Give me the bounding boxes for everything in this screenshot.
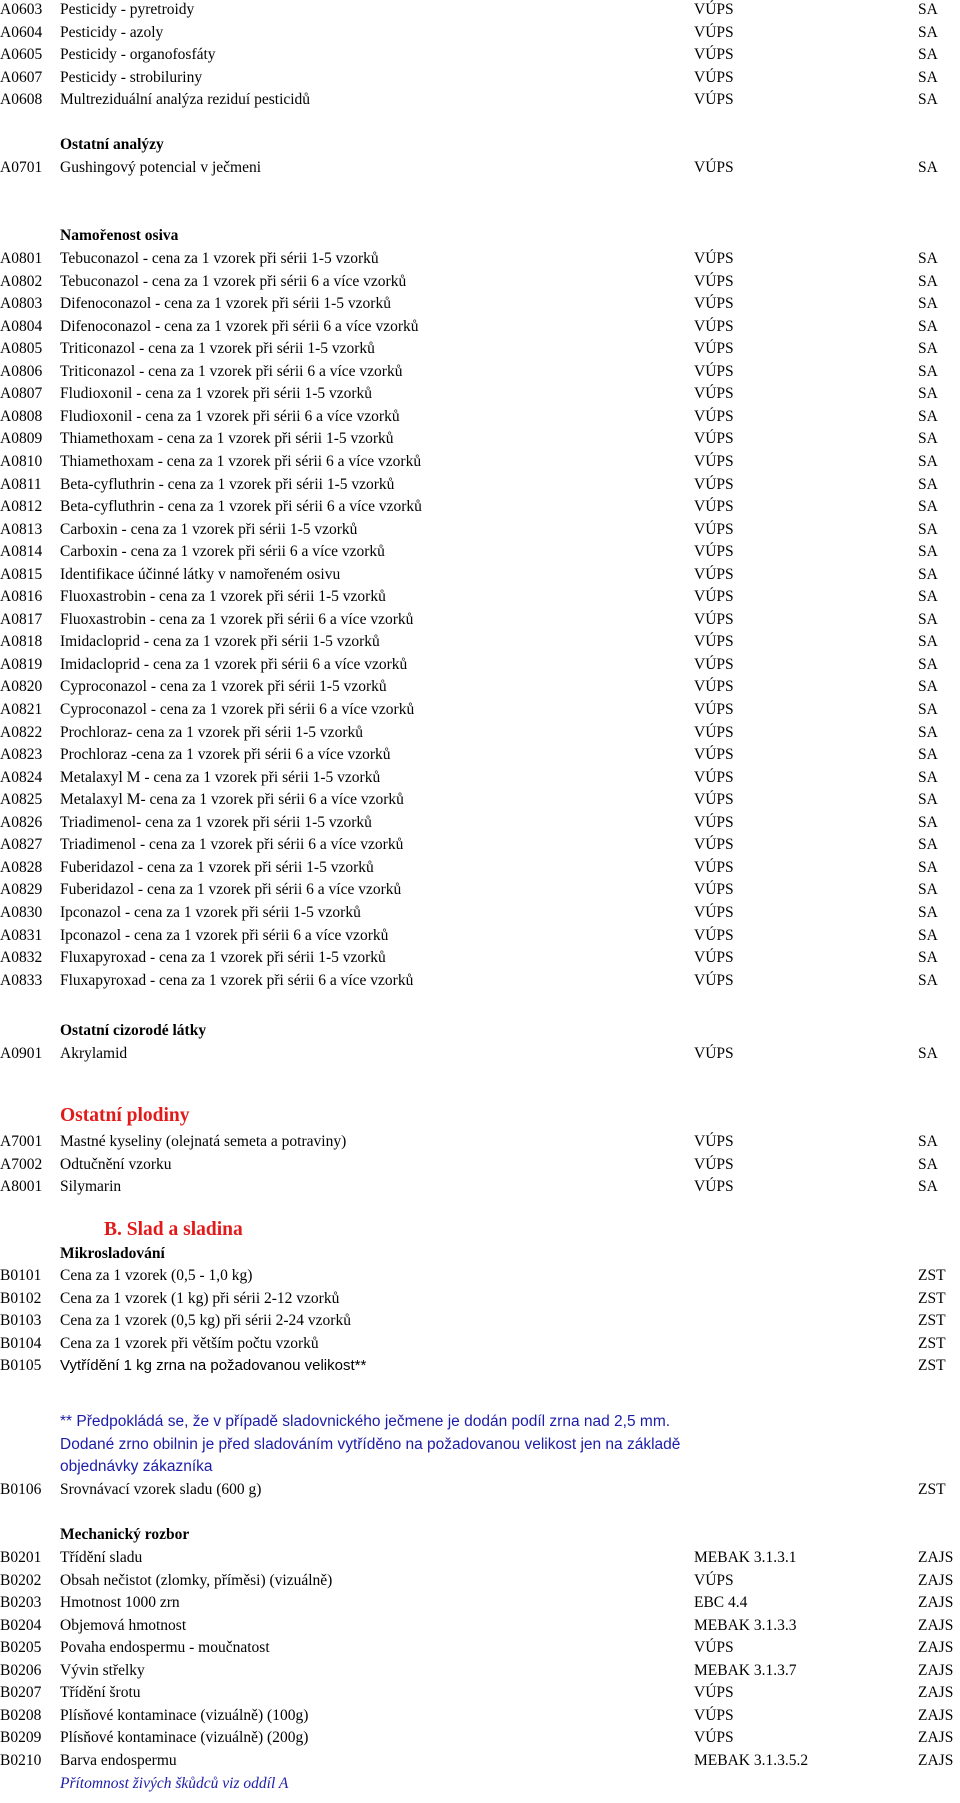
item-department: SA bbox=[918, 520, 938, 538]
item-code: A0701 bbox=[0, 159, 43, 176]
item-department: SA bbox=[918, 813, 938, 831]
item-department: SA bbox=[918, 295, 938, 313]
item-code: A0825 bbox=[0, 791, 43, 809]
item-method: VÚPS bbox=[694, 543, 734, 561]
table-row bbox=[0, 1310, 960, 1332]
item-code: B0101 bbox=[0, 1267, 42, 1284]
item-description: Triadimenol - cena za 1 vzorek při sérii 6 a více vzorků bbox=[60, 836, 404, 854]
item-description: Cyproconazol - cena za 1 vzorek při sérii 1-5 vzorků bbox=[60, 678, 387, 696]
item-code: A0824 bbox=[0, 768, 43, 786]
item-code: A0816 bbox=[0, 588, 43, 606]
item-method: VÚPS bbox=[694, 926, 734, 944]
item-description: Fluoxastrobin - cena za 1 vzorek při sérii 6 a více vzorků bbox=[60, 610, 414, 628]
item-department: ZAJS bbox=[918, 1549, 954, 1566]
item-method: VÚPS bbox=[694, 430, 734, 448]
item-department: SA bbox=[918, 746, 938, 764]
item-code: B0105 bbox=[0, 1357, 42, 1375]
section-heading: Namořenost osiva bbox=[60, 227, 179, 244]
item-code: B0206 bbox=[0, 1661, 42, 1679]
item-description: Vývin střelky bbox=[60, 1661, 145, 1679]
item-method: VÚPS bbox=[694, 1133, 734, 1150]
item-description: Objemová hmotnost bbox=[60, 1616, 187, 1634]
item-description: Metalaxyl M- cena za 1 vzorek při sérii 6 a více vzorků bbox=[60, 791, 404, 809]
item-code: B0104 bbox=[0, 1334, 42, 1352]
item-department: SA bbox=[918, 1, 938, 18]
item-department: SA bbox=[918, 633, 938, 651]
item-code: A0802 bbox=[0, 272, 43, 290]
item-department: SA bbox=[918, 971, 938, 989]
table-row bbox=[0, 1043, 960, 1065]
item-department: ZAJS bbox=[918, 1571, 954, 1589]
item-description: Pesticidy - azoly bbox=[60, 23, 164, 41]
table-row bbox=[0, 0, 960, 21]
item-department: SA bbox=[918, 836, 938, 854]
table-row bbox=[0, 1176, 960, 1198]
item-code: A7002 bbox=[0, 1155, 43, 1173]
item-method: VÚPS bbox=[694, 633, 734, 651]
table-row bbox=[0, 1615, 960, 1637]
item-department: SA bbox=[918, 655, 938, 673]
item-department: SA bbox=[918, 1178, 938, 1196]
table-row bbox=[0, 406, 960, 428]
item-method: VÚPS bbox=[694, 903, 734, 921]
item-method: VÚPS bbox=[694, 46, 734, 64]
item-description: Pesticidy - organofosfáty bbox=[60, 46, 216, 64]
table-row bbox=[0, 586, 960, 608]
item-description: Mastné kyseliny (olejnatá semeta a potraviny) bbox=[60, 1133, 347, 1150]
item-code: A0801 bbox=[0, 250, 43, 267]
item-description: Barva endospermu bbox=[60, 1751, 177, 1769]
table-row bbox=[0, 1637, 960, 1659]
item-code: A0812 bbox=[0, 498, 43, 516]
item-description: Prochloraz- cena za 1 vzorek při sérii 1-5 vzorků bbox=[60, 723, 363, 741]
item-department: SA bbox=[918, 407, 938, 425]
item-description: Beta-cyfluthrin - cena za 1 vzorek při sérii 1-5 vzorků bbox=[60, 475, 395, 493]
item-department: ZAJS bbox=[918, 1729, 954, 1747]
item-department: SA bbox=[918, 701, 938, 718]
item-description: Plísňové kontaminace (vizuálně) (100g) bbox=[60, 1706, 309, 1724]
item-description: Cena za 1 vzorek (1 kg) při sérii 2-12 vzorků bbox=[60, 1289, 340, 1307]
item-code: B0205 bbox=[0, 1639, 42, 1657]
table-row bbox=[0, 1333, 960, 1355]
table-row bbox=[0, 654, 960, 676]
item-description: Silymarin bbox=[60, 1178, 122, 1196]
item-code: A0833 bbox=[0, 971, 43, 989]
item-description: Carboxin - cena za 1 vzorek při sérii 6 a více vzorků bbox=[60, 543, 385, 561]
item-department: SA bbox=[918, 23, 938, 41]
table-row bbox=[0, 428, 960, 450]
item-code: A7001 bbox=[0, 1133, 43, 1150]
item-department: SA bbox=[918, 881, 938, 899]
item-description: Pesticidy - strobiluriny bbox=[60, 68, 203, 86]
item-code: A0826 bbox=[0, 813, 43, 831]
table-row bbox=[0, 699, 960, 721]
item-description: Třídění šrotu bbox=[60, 1684, 141, 1702]
item-method: VÚPS bbox=[694, 723, 734, 741]
table-row bbox=[0, 541, 960, 563]
item-method: VÚPS bbox=[694, 791, 734, 809]
item-code: A0822 bbox=[0, 723, 43, 741]
item-department: ZST bbox=[918, 1334, 946, 1352]
item-description: Cena za 1 vzorek (0,5 - 1,0 kg) bbox=[60, 1267, 253, 1284]
item-department: SA bbox=[918, 926, 938, 944]
item-department: ZAJS bbox=[918, 1751, 954, 1769]
item-code: A0803 bbox=[0, 295, 43, 313]
item-code: A0807 bbox=[0, 385, 43, 403]
item-department: SA bbox=[918, 768, 938, 786]
item-description: Povaha endospermu - moučnatost bbox=[60, 1639, 270, 1657]
item-description: Cena za 1 vzorek při větším počtu vzorků bbox=[60, 1334, 319, 1352]
item-department: SA bbox=[918, 475, 938, 493]
item-description: Imidacloprid - cena za 1 vzorek při sérii 1-5 vzorků bbox=[60, 633, 380, 651]
item-method: VÚPS bbox=[694, 68, 734, 86]
item-department: SA bbox=[918, 385, 938, 403]
item-code: A0831 bbox=[0, 926, 43, 944]
table-row bbox=[0, 89, 960, 111]
item-code: A0604 bbox=[0, 23, 43, 41]
item-method: VÚPS bbox=[694, 881, 734, 899]
item-department: ZST bbox=[918, 1481, 946, 1498]
item-code: B0204 bbox=[0, 1616, 42, 1634]
table-row bbox=[0, 857, 960, 879]
item-description: Odtučnění vzorku bbox=[60, 1155, 172, 1173]
table-row bbox=[0, 383, 960, 405]
item-description: Tebuconazol - cena za 1 vzorek při sérii 1-5 vzorků bbox=[60, 250, 379, 267]
item-description: Fluxapyroxad - cena za 1 vzorek při sérii 1-5 vzorků bbox=[60, 949, 386, 967]
item-description: Fluoxastrobin - cena za 1 vzorek při sérii 1-5 vzorků bbox=[60, 588, 386, 606]
item-description: Plísňové kontaminace (vizuálně) (200g) bbox=[60, 1729, 309, 1747]
item-method: VÚPS bbox=[694, 588, 734, 606]
table-row bbox=[0, 293, 960, 315]
item-description: Beta-cyfluthrin - cena za 1 vzorek při sérii 6 a více vzorků bbox=[60, 498, 422, 516]
item-department: ZAJS bbox=[918, 1639, 954, 1657]
item-method: VÚPS bbox=[694, 295, 734, 313]
item-department: SA bbox=[918, 46, 938, 64]
item-method: VÚPS bbox=[694, 701, 734, 718]
item-description: Fludioxonil - cena za 1 vzorek při sérii 1-5 vzorků bbox=[60, 385, 373, 403]
item-method: MEBAK 3.1.3.7 bbox=[694, 1661, 797, 1679]
table-row bbox=[0, 361, 960, 383]
item-method: VÚPS bbox=[694, 1639, 734, 1657]
item-method: VÚPS bbox=[694, 1155, 734, 1173]
item-method: VÚPS bbox=[694, 768, 734, 786]
item-description: Thiamethoxam - cena za 1 vzorek při sérii 1-5 vzorků bbox=[60, 430, 394, 448]
item-code: A0809 bbox=[0, 430, 43, 448]
table-row bbox=[0, 44, 960, 66]
item-code: A0806 bbox=[0, 362, 43, 380]
item-department: SA bbox=[918, 91, 938, 109]
item-department: SA bbox=[918, 565, 938, 583]
table-row bbox=[0, 834, 960, 856]
item-department: SA bbox=[918, 1045, 938, 1062]
table-row bbox=[0, 496, 960, 518]
section-red-heading: Ostatní plodiny bbox=[60, 1105, 190, 1126]
item-method: VÚPS bbox=[694, 1178, 734, 1196]
item-department: SA bbox=[918, 68, 938, 86]
item-method: VÚPS bbox=[694, 91, 734, 109]
item-code: A0817 bbox=[0, 610, 43, 628]
item-method: VÚPS bbox=[694, 407, 734, 425]
item-code: A0805 bbox=[0, 340, 43, 358]
item-method: MEBAK 3.1.3.1 bbox=[694, 1549, 797, 1566]
table-row bbox=[0, 271, 960, 293]
item-code: A0829 bbox=[0, 881, 43, 899]
table-row bbox=[0, 564, 960, 586]
item-description: Pesticidy - pyretroidy bbox=[60, 1, 195, 18]
item-description: Fuberidazol - cena za 1 vzorek při sérii 6 a více vzorků bbox=[60, 881, 402, 899]
item-description: Fuberidazol - cena za 1 vzorek při sérii 1-5 vzorků bbox=[60, 858, 374, 876]
item-description: Triticonazol - cena za 1 vzorek při sérii 6 a více vzorků bbox=[60, 362, 403, 380]
item-department: SA bbox=[918, 452, 938, 470]
item-description: Triadimenol- cena za 1 vzorek při sérii 1-5 vzorků bbox=[60, 813, 372, 831]
section-heading: Mechanický rozbor bbox=[60, 1526, 190, 1543]
table-row bbox=[0, 519, 960, 541]
item-method: VÚPS bbox=[694, 949, 734, 967]
item-department: ZAJS bbox=[918, 1684, 954, 1702]
item-method: VÚPS bbox=[694, 1, 734, 18]
item-department: SA bbox=[918, 723, 938, 741]
item-code: A0810 bbox=[0, 452, 43, 470]
item-description: Multreziduální analýza reziduí pesticidů bbox=[60, 91, 311, 109]
item-department: ZAJS bbox=[918, 1706, 954, 1724]
item-method: VÚPS bbox=[694, 317, 734, 335]
item-method: VÚPS bbox=[694, 971, 734, 989]
item-code: A0804 bbox=[0, 317, 43, 335]
item-description: Metalaxyl M - cena za 1 vzorek při sérii 1-5 vzorků bbox=[60, 768, 381, 786]
table-row bbox=[0, 22, 960, 44]
item-code: A0603 bbox=[0, 1, 43, 18]
item-department: ZST bbox=[918, 1267, 946, 1284]
item-method: VÚPS bbox=[694, 1045, 734, 1062]
item-department: ZST bbox=[918, 1357, 946, 1375]
table-row bbox=[0, 474, 960, 496]
item-code: A0813 bbox=[0, 520, 43, 538]
item-method: VÚPS bbox=[694, 1684, 734, 1702]
item-description: Thiamethoxam - cena za 1 vzorek při sérii 6 a více vzorků bbox=[60, 452, 422, 470]
table-row bbox=[0, 789, 960, 811]
item-code: B0210 bbox=[0, 1751, 42, 1769]
item-method: VÚPS bbox=[694, 452, 734, 470]
item-code: B0102 bbox=[0, 1289, 42, 1307]
item-department: SA bbox=[918, 791, 938, 809]
item-method: MEBAK 3.1.3.5.2 bbox=[694, 1751, 809, 1769]
item-description: Fludioxonil - cena za 1 vzorek při sérii 6 a více vzorků bbox=[60, 407, 400, 425]
item-code: A0818 bbox=[0, 633, 43, 651]
item-code: A0820 bbox=[0, 678, 43, 696]
cross-reference-note: Přítomnost živých škůdců viz oddíl A bbox=[60, 1775, 289, 1792]
item-description: Obsah nečistot (zlomky, příměsi) (vizuálně) bbox=[60, 1571, 333, 1589]
item-department: SA bbox=[918, 272, 938, 290]
item-department: SA bbox=[918, 340, 938, 358]
table-row bbox=[0, 812, 960, 834]
item-description: Identifikace účinné látky v namořeném osivu bbox=[60, 565, 341, 583]
table-row bbox=[0, 248, 960, 270]
item-code: A0811 bbox=[0, 475, 42, 493]
item-method: VÚPS bbox=[694, 1706, 734, 1724]
item-code: A0814 bbox=[0, 543, 43, 561]
item-description: Imidacloprid - cena za 1 vzorek při sérii 6 a více vzorků bbox=[60, 655, 408, 673]
item-code: B0209 bbox=[0, 1729, 42, 1747]
table-row bbox=[0, 1727, 960, 1749]
item-code: B0202 bbox=[0, 1571, 42, 1589]
item-department: SA bbox=[918, 858, 938, 876]
item-department: SA bbox=[918, 903, 938, 921]
item-department: ZAJS bbox=[918, 1661, 954, 1679]
item-description: Difenoconazol - cena za 1 vzorek při sérii 6 a více vzorků bbox=[60, 317, 419, 335]
item-code: A0608 bbox=[0, 91, 43, 109]
item-description: Ipconazol - cena za 1 vzorek při sérii 1-5 vzorků bbox=[60, 903, 361, 921]
item-code: A0819 bbox=[0, 655, 43, 673]
table-row bbox=[0, 676, 960, 698]
item-code: A0607 bbox=[0, 68, 43, 86]
item-description: Ipconazol - cena za 1 vzorek při sérii 6 a více vzorků bbox=[60, 926, 389, 944]
item-description: Gushingový potencial v ječmeni bbox=[60, 159, 262, 176]
item-department: SA bbox=[918, 543, 938, 561]
table-row bbox=[0, 1131, 960, 1153]
table-row bbox=[0, 1265, 960, 1287]
table-row bbox=[0, 1154, 960, 1176]
item-method: VÚPS bbox=[694, 250, 734, 267]
item-description: Cyproconazol - cena za 1 vzorek při sérii 6 a více vzorků bbox=[60, 701, 415, 718]
item-method: VÚPS bbox=[694, 610, 734, 628]
item-method: VÚPS bbox=[694, 272, 734, 290]
item-code: B0207 bbox=[0, 1684, 42, 1702]
item-department: SA bbox=[918, 1133, 938, 1150]
item-description: Cena za 1 vzorek (0,5 kg) při sérii 2-24 vzorků bbox=[60, 1312, 351, 1330]
table-row bbox=[0, 722, 960, 744]
table-row bbox=[0, 1479, 960, 1501]
item-method: VÚPS bbox=[694, 1571, 734, 1589]
item-method: VÚPS bbox=[694, 385, 734, 403]
item-department: ZST bbox=[918, 1289, 946, 1307]
item-code: B0201 bbox=[0, 1549, 42, 1566]
item-description: Tebuconazol - cena za 1 vzorek při sérii 6 a více vzorků bbox=[60, 272, 407, 290]
item-method: MEBAK 3.1.3.3 bbox=[694, 1616, 797, 1634]
item-department: ZAJS bbox=[918, 1616, 954, 1634]
table-row bbox=[0, 316, 960, 338]
item-method: VÚPS bbox=[694, 362, 734, 380]
footnote: ** Předpokládá se, že v případě sladovnického ječmene je dodán podíl zrna nad 2,5 mm. Dodané zrno obilnin je před sladováním vytříděno na požadovanou velikost jen na základě objednávky zákazníka bbox=[60, 1413, 681, 1475]
table-row bbox=[0, 925, 960, 947]
table-row bbox=[0, 338, 960, 360]
item-department: SA bbox=[918, 498, 938, 516]
table-row bbox=[0, 631, 960, 653]
item-method: VÚPS bbox=[694, 340, 734, 358]
item-code: A0808 bbox=[0, 407, 43, 425]
item-method: VÚPS bbox=[694, 813, 734, 831]
table-row bbox=[0, 1288, 960, 1310]
item-code: A8001 bbox=[0, 1178, 43, 1196]
table-row bbox=[0, 1705, 960, 1727]
item-description: Triticonazol - cena za 1 vzorek při sérii 1-5 vzorků bbox=[60, 340, 375, 358]
item-department: SA bbox=[918, 1155, 938, 1173]
table-row bbox=[0, 970, 960, 992]
section-red-heading: B. Slad a sladina bbox=[104, 1219, 243, 1240]
item-code: B0103 bbox=[0, 1312, 42, 1330]
table-row bbox=[0, 609, 960, 631]
item-code: B0106 bbox=[0, 1481, 42, 1498]
table-row bbox=[0, 902, 960, 924]
item-department: SA bbox=[918, 588, 938, 606]
item-method: VÚPS bbox=[694, 565, 734, 583]
item-method: VÚPS bbox=[694, 1729, 734, 1747]
item-code: A0830 bbox=[0, 903, 43, 921]
item-method: VÚPS bbox=[694, 746, 734, 764]
item-description: Fluxapyroxad - cena za 1 vzorek při sérii 6 a více vzorků bbox=[60, 971, 414, 989]
table-row bbox=[0, 157, 960, 179]
table-row bbox=[0, 879, 960, 901]
item-code: B0208 bbox=[0, 1706, 42, 1724]
item-method: EBC 4.4 bbox=[694, 1594, 748, 1612]
item-code: A0832 bbox=[0, 949, 43, 967]
table-row bbox=[0, 451, 960, 473]
item-method: VÚPS bbox=[694, 520, 734, 538]
item-code: A0605 bbox=[0, 46, 43, 64]
item-method: VÚPS bbox=[694, 498, 734, 516]
item-method: VÚPS bbox=[694, 655, 734, 673]
item-department: SA bbox=[918, 610, 938, 628]
item-method: VÚPS bbox=[694, 836, 734, 854]
item-description: Vytřídění 1 kg zrna na požadovanou velikost** bbox=[60, 1357, 367, 1375]
item-department: SA bbox=[918, 362, 938, 380]
item-department: SA bbox=[918, 159, 938, 176]
item-method: VÚPS bbox=[694, 858, 734, 876]
table-row bbox=[0, 1547, 960, 1569]
item-department: SA bbox=[918, 949, 938, 967]
item-department: SA bbox=[918, 678, 938, 696]
item-code: A0901 bbox=[0, 1045, 43, 1062]
section-heading: Mikrosladování bbox=[60, 1245, 165, 1262]
table-row bbox=[0, 767, 960, 789]
item-department: ZAJS bbox=[918, 1594, 954, 1612]
table-row bbox=[0, 1592, 960, 1614]
item-code: A0821 bbox=[0, 701, 43, 718]
table-row bbox=[0, 1750, 960, 1772]
item-method: VÚPS bbox=[694, 23, 734, 41]
item-code: B0203 bbox=[0, 1594, 42, 1612]
item-code: A0823 bbox=[0, 746, 43, 764]
item-method: VÚPS bbox=[694, 159, 734, 176]
table-row bbox=[0, 1682, 960, 1704]
table-row bbox=[0, 1355, 960, 1377]
section-heading: Ostatní cizorodé látky bbox=[60, 1022, 207, 1039]
item-method: VÚPS bbox=[694, 678, 734, 696]
item-code: A0828 bbox=[0, 858, 43, 876]
item-department: ZST bbox=[918, 1312, 946, 1330]
item-description: Difenoconazol - cena za 1 vzorek při sérii 1-5 vzorků bbox=[60, 295, 391, 313]
item-method: VÚPS bbox=[694, 475, 734, 493]
table-row bbox=[0, 744, 960, 766]
table-row bbox=[0, 947, 960, 969]
item-department: SA bbox=[918, 430, 938, 448]
item-description: Carboxin - cena za 1 vzorek při sérii 1-5 vzorků bbox=[60, 520, 358, 538]
item-description: Třídění sladu bbox=[60, 1549, 143, 1566]
table-row bbox=[0, 67, 960, 89]
item-department: SA bbox=[918, 317, 938, 335]
item-department: SA bbox=[918, 250, 938, 267]
item-code: A0827 bbox=[0, 836, 43, 854]
item-code: A0815 bbox=[0, 565, 43, 583]
item-description: Prochloraz -cena za 1 vzorek při sérii 6 a více vzorků bbox=[60, 746, 391, 764]
item-description: Srovnávací vzorek sladu (600 g) bbox=[60, 1481, 262, 1498]
item-description: Akrylamid bbox=[60, 1045, 128, 1062]
table-row bbox=[0, 1660, 960, 1682]
section-heading: Ostatní analýzy bbox=[60, 136, 164, 153]
table-row bbox=[0, 1570, 960, 1592]
item-description: Hmotnost 1000 zrn bbox=[60, 1594, 180, 1612]
